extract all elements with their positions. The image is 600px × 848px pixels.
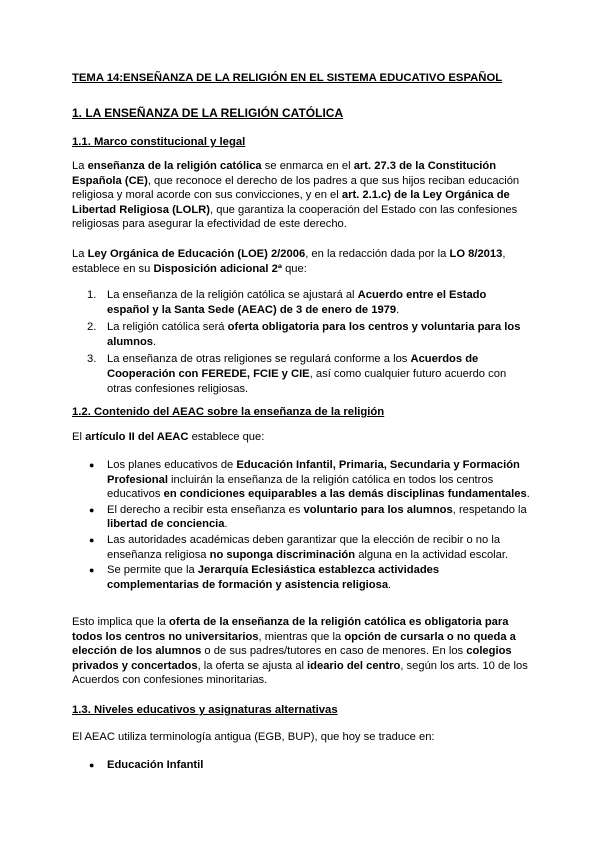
document-title: TEMA 14:ENSEÑANZA DE LA RELIGIÓN EN EL SISTEMA EDUCATIVO ESPAÑOL [72,72,503,84]
list-item-text [107,321,520,348]
bold-text: en condiciones equiparables a las demás disciplinas fundamentales [163,488,527,501]
text: , que garantiza la cooperación del Estado con las confesiones religiosas para asegurar la efectividad de este derecho. [72,203,518,231]
bullet-list-item [72,533,530,562]
list-number: 3. [87,353,97,366]
text: La enseñanza de la religión católica se ajustará al [107,289,358,301]
bold-text: Acuerdo entre el Estado español y la Santa Sede (AEAC) de 3 de enero de 1979 [107,289,487,316]
text: . [396,303,400,316]
bold-text: libertad de conciencia [107,518,225,531]
list-item-text [107,289,486,316]
numbered-list-item [72,320,530,349]
section-heading: 1. LA ENSEÑANZA DE LA RELIGIÓN CATÓLICA [72,106,344,120]
bold-text: Educación Infantil, Primaria, Secundaria y Formación Profesional [107,459,520,486]
bold-text: opción de cursarla o no queda a elección de los alumnos [72,630,516,658]
text: El [72,431,86,443]
text: alguna en la actividad escolar. [355,548,509,561]
text: , mientras que la [258,630,345,643]
text: Las autoridades académicas deben garantizar que la elección de recibir o no la enseñanza religiosa [107,533,501,561]
paragraph [72,430,530,445]
text: Esto implica que la [72,616,170,628]
bullet-icon: ● [89,460,95,470]
subsection-heading: 1.1. Marco constitucional y legal [72,136,246,148]
text: Se permite que la [107,564,198,577]
list-item-text [107,504,527,531]
bullet-icon: ● [89,504,95,515]
bold-text: no suponga discriminación [209,548,356,561]
text: . [224,518,228,531]
subsection-heading: 1.3. Niveles educativos y asignaturas alternativas [72,704,338,716]
bold-text: Jerarquía Eclesiástica establezca actividades complementarias de formación y asistencia religiosa [107,564,440,591]
bold-text: colegios privados y concertados [72,645,512,672]
text: . [388,578,392,591]
text: . [526,488,530,501]
numbered-list-item [72,352,530,396]
text: o de sus padres/tutores en caso de menores. En los [201,645,467,658]
text: El derecho a recibir esta enseñanza es [107,503,304,516]
list-number: 2. [87,321,97,334]
text: , respetando la [452,503,527,516]
paragraph [72,730,530,745]
text: que: [281,262,307,275]
bold-text: art. 2.1.c) de la Ley Orgánica de Libertad Religiosa (LOLR) [72,189,510,216]
subsection-heading: 1.2. Contenido del AEAC sobre la enseñanza de la religión [72,406,385,418]
list-item-text [107,353,506,394]
text: , en la redacción dada por la [305,248,450,260]
bold-text: artículo II del AEAC [85,431,189,443]
bold-text: Ley Orgánica de Educación (LOE) 2/2006 [87,248,306,260]
numbered-list [72,288,530,396]
list-item-text [107,534,508,561]
text: La [72,248,88,260]
bold-text: Acuerdos de Cooperación con FEREDE, FCIE y CIE [107,353,479,380]
bullet-list-item [72,563,530,592]
text: La religión católica será [107,321,228,334]
paragraph [72,247,530,276]
bullet-list-item [72,758,530,773]
text: , que reconoce el derecho de los padres a que sus hijos reciban educación religiosa y moral acorde con sus convicciones, y en el [72,174,520,202]
list-number: 1. [87,289,97,301]
list-item-text [107,759,203,771]
bold-text: voluntario para los alumnos [303,503,453,516]
bullet-icon: ● [89,565,95,576]
bullet-list [72,458,530,592]
bullet-icon: ● [89,534,95,545]
list-item-text [107,564,439,591]
text: establece que: [188,431,265,443]
text: . [153,335,157,348]
bullet-list-item [72,458,530,502]
paragraph [72,159,530,232]
bold-text: LO 8/2013 [449,248,503,260]
bold-text: ideario del centro [307,659,401,672]
bold-text: oferta de la enseñanza de la religión católica es obligatoria para todos los centros no universitarios [72,616,509,643]
text: , así como cualquier futuro acuerdo con otras confesiones religiosas. [107,367,507,395]
bold-text: oferta obligatoria para los centros y voluntaria para los alumnos [107,321,521,348]
bullet-list [72,758,530,773]
text: , según los arts. 10 de los Acuerdos con confesiones minoritarias. [72,659,528,687]
bold-text: Disposición adicional 2ª [153,262,282,275]
bold-text: Educación Infantil [107,759,204,771]
bold-text: art. 27.3 de la Constitución Española (CE) [72,160,497,187]
paragraph [72,615,530,688]
bullet-icon: ● [89,760,95,770]
text: La enseñanza de otras religiones se regulará conforme a los [107,353,411,366]
bold-text: enseñanza de la religión católica [87,160,262,172]
bullet-list-item [72,503,530,532]
list-item-text [107,459,530,500]
text: Los planes educativos de [107,459,237,471]
text: , la oferta se ajusta al [197,659,308,672]
text: se enmarca en el [261,160,354,172]
text: incluirán la enseñanza de la religión católica en todos los centros educativos [107,473,494,501]
numbered-list-item [72,288,530,317]
text: La [72,160,88,172]
text: El AEAC utiliza terminología antigua (EGB, BUP), que hoy se traduce en: [72,731,435,743]
text: , establece en su [72,248,506,275]
